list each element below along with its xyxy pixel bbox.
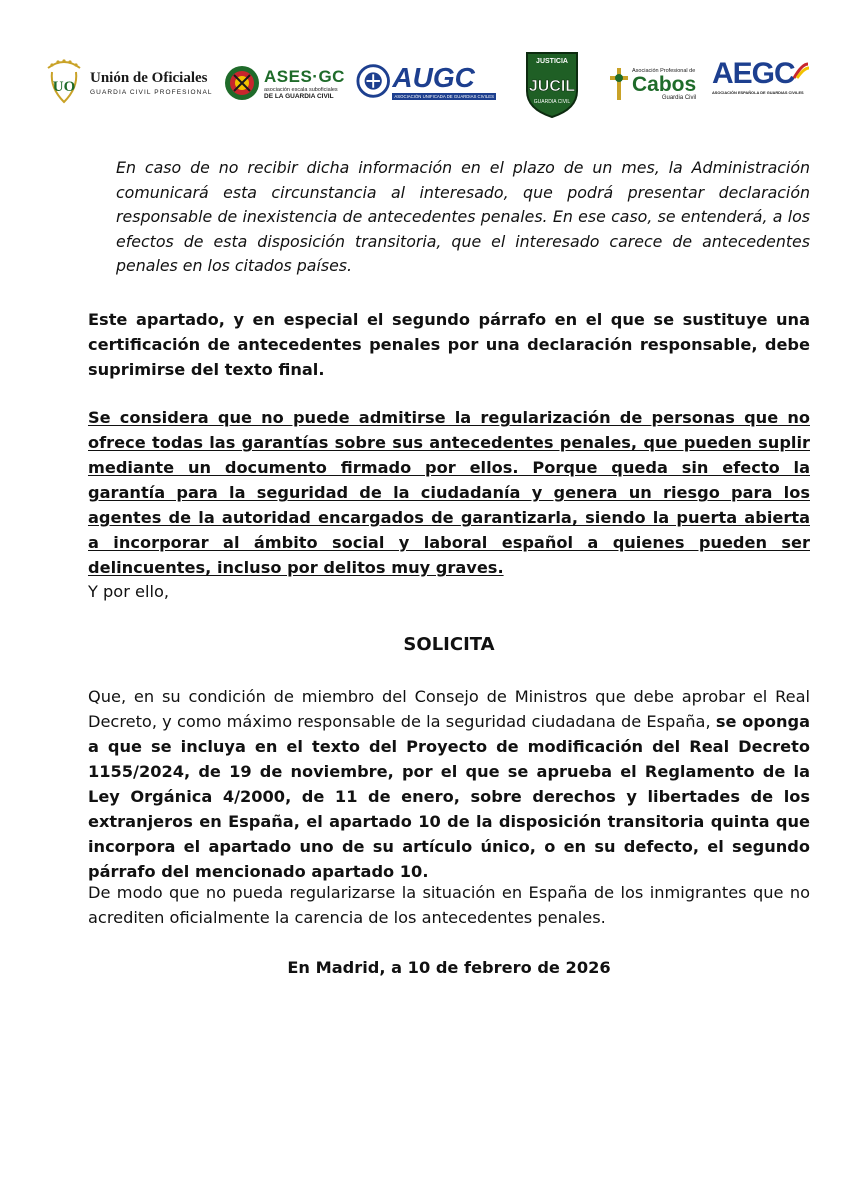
- logo-ases-gc: [224, 56, 350, 110]
- logo-aegc: [712, 58, 812, 106]
- logo-cabos: [608, 60, 712, 108]
- logo-union-oficiales: [44, 58, 214, 108]
- paragraph-transition: Y por ello,: [88, 582, 170, 601]
- request-intro-text: Que, en su condición de miembro del Consejo de Ministros que debe aprobar el Real Decreto, y como máximo responsable de la seguridad ciudadana de España,: [88, 687, 810, 731]
- union-oficiales-emblem-icon: [44, 58, 84, 108]
- request-main-text: se oponga a que se incluya en el texto del Proyecto de modificación del Real Decreto 1155/2024, de 19 de noviembre, por el que se aprueba el Reglamento de la Ley Orgánica 4/2000, de 11 de enero, sobre derechos y libertades de los extranjeros en España, el apartado 10 de la disposición transitoria quinta que incorpora el apartado uno de su artículo único, o en su defecto, el segundo párrafo del mencionado apartado 10.: [88, 712, 810, 881]
- cabos-pre-title: Asociación Profesional de: [632, 67, 696, 74]
- augc-title: AUGC: [392, 61, 475, 93]
- ases-gc-title: ASES·GC: [264, 66, 345, 86]
- paragraph-suppression-request: Este apartado, y en especial el segundo párrafo en el que se sustituye una certificación de antecedentes penales por una declaración responsable, debe suprimirse del texto final.: [88, 310, 810, 379]
- augc-subtitle: ASOCIACIÓN UNIFICADA DE GUARDIAS CIVILES: [394, 93, 494, 99]
- aegc-title: AEGC: [712, 57, 795, 90]
- logo-augc: [356, 56, 496, 106]
- jucil-top-text: JUSTICIA: [536, 58, 568, 65]
- cabos-subtitle: Guardia Civil: [661, 94, 697, 101]
- ases-gc-subtitle-2: DE LA GUARDIA CIVIL: [264, 92, 334, 100]
- heading-solicita: SOLICITA: [403, 634, 495, 655]
- quoted-regulation-text: En caso de no recibir dicha información en el plazo de un mes, la Administración comunicará esta circunstancia al interesado, que podrá presentar declaración responsable de inexistencia de antecedentes penales. En ese caso, se entenderá, a los efectos de esta disposición transitoria, que el interesado carece de antecedentes penales en los citados países.: [116, 158, 810, 275]
- union-oficiales-title: Unión de Oficiales: [90, 70, 208, 86]
- paragraph-conclusion: De modo que no pueda regularizarse la situación en España de los inmigrantes que no acrediten oficialmente la carencia de los antecedentes penales.: [88, 883, 810, 927]
- union-oficiales-monogram: UO: [52, 79, 76, 95]
- aegc-subtitle: ASOCIACIÓN ESPAÑOLA DE GUARDIAS CIVILES: [712, 90, 804, 95]
- augc-emblem-icon: [356, 63, 390, 99]
- cabos-emblem-icon: [608, 66, 630, 102]
- logo-jucil: [516, 46, 588, 120]
- jucil-bottom-text: GUARDIA CIVIL: [533, 99, 571, 105]
- aegc-flag-stripe-icon: [792, 62, 810, 80]
- jucil-title: JUCIL: [528, 78, 576, 95]
- logo-bar: [40, 44, 812, 124]
- ases-gc-crest-icon: [224, 63, 260, 103]
- cabos-title: Cabos: [632, 72, 697, 96]
- paragraph-request: [88, 684, 810, 884]
- union-oficiales-subtitle: GUARDIA CIVIL PROFESIONAL: [90, 89, 213, 96]
- paragraph-justification: Se considera que no puede admitirse la regularización de personas que no ofrece todas las garantías sobre sus antecedentes penales, que pueden suplir mediante un documento firmado por ellos. Porque queda sin efecto la garantía para la seguridad de la ciudadanía y genera un riesgo para los agentes de la autoridad encargados de garantizarla, siendo la puerta abierta a incorporar al ámbito social y laboral español a quienes pueden ser delincuentes, incluso por delitos muy graves.: [88, 408, 810, 577]
- date-line: En Madrid, a 10 de febrero de 2026: [287, 958, 611, 977]
- ases-gc-subtitle-1: asociación escala suboficiales: [264, 86, 338, 93]
- jucil-emblem-icon: [517, 47, 587, 119]
